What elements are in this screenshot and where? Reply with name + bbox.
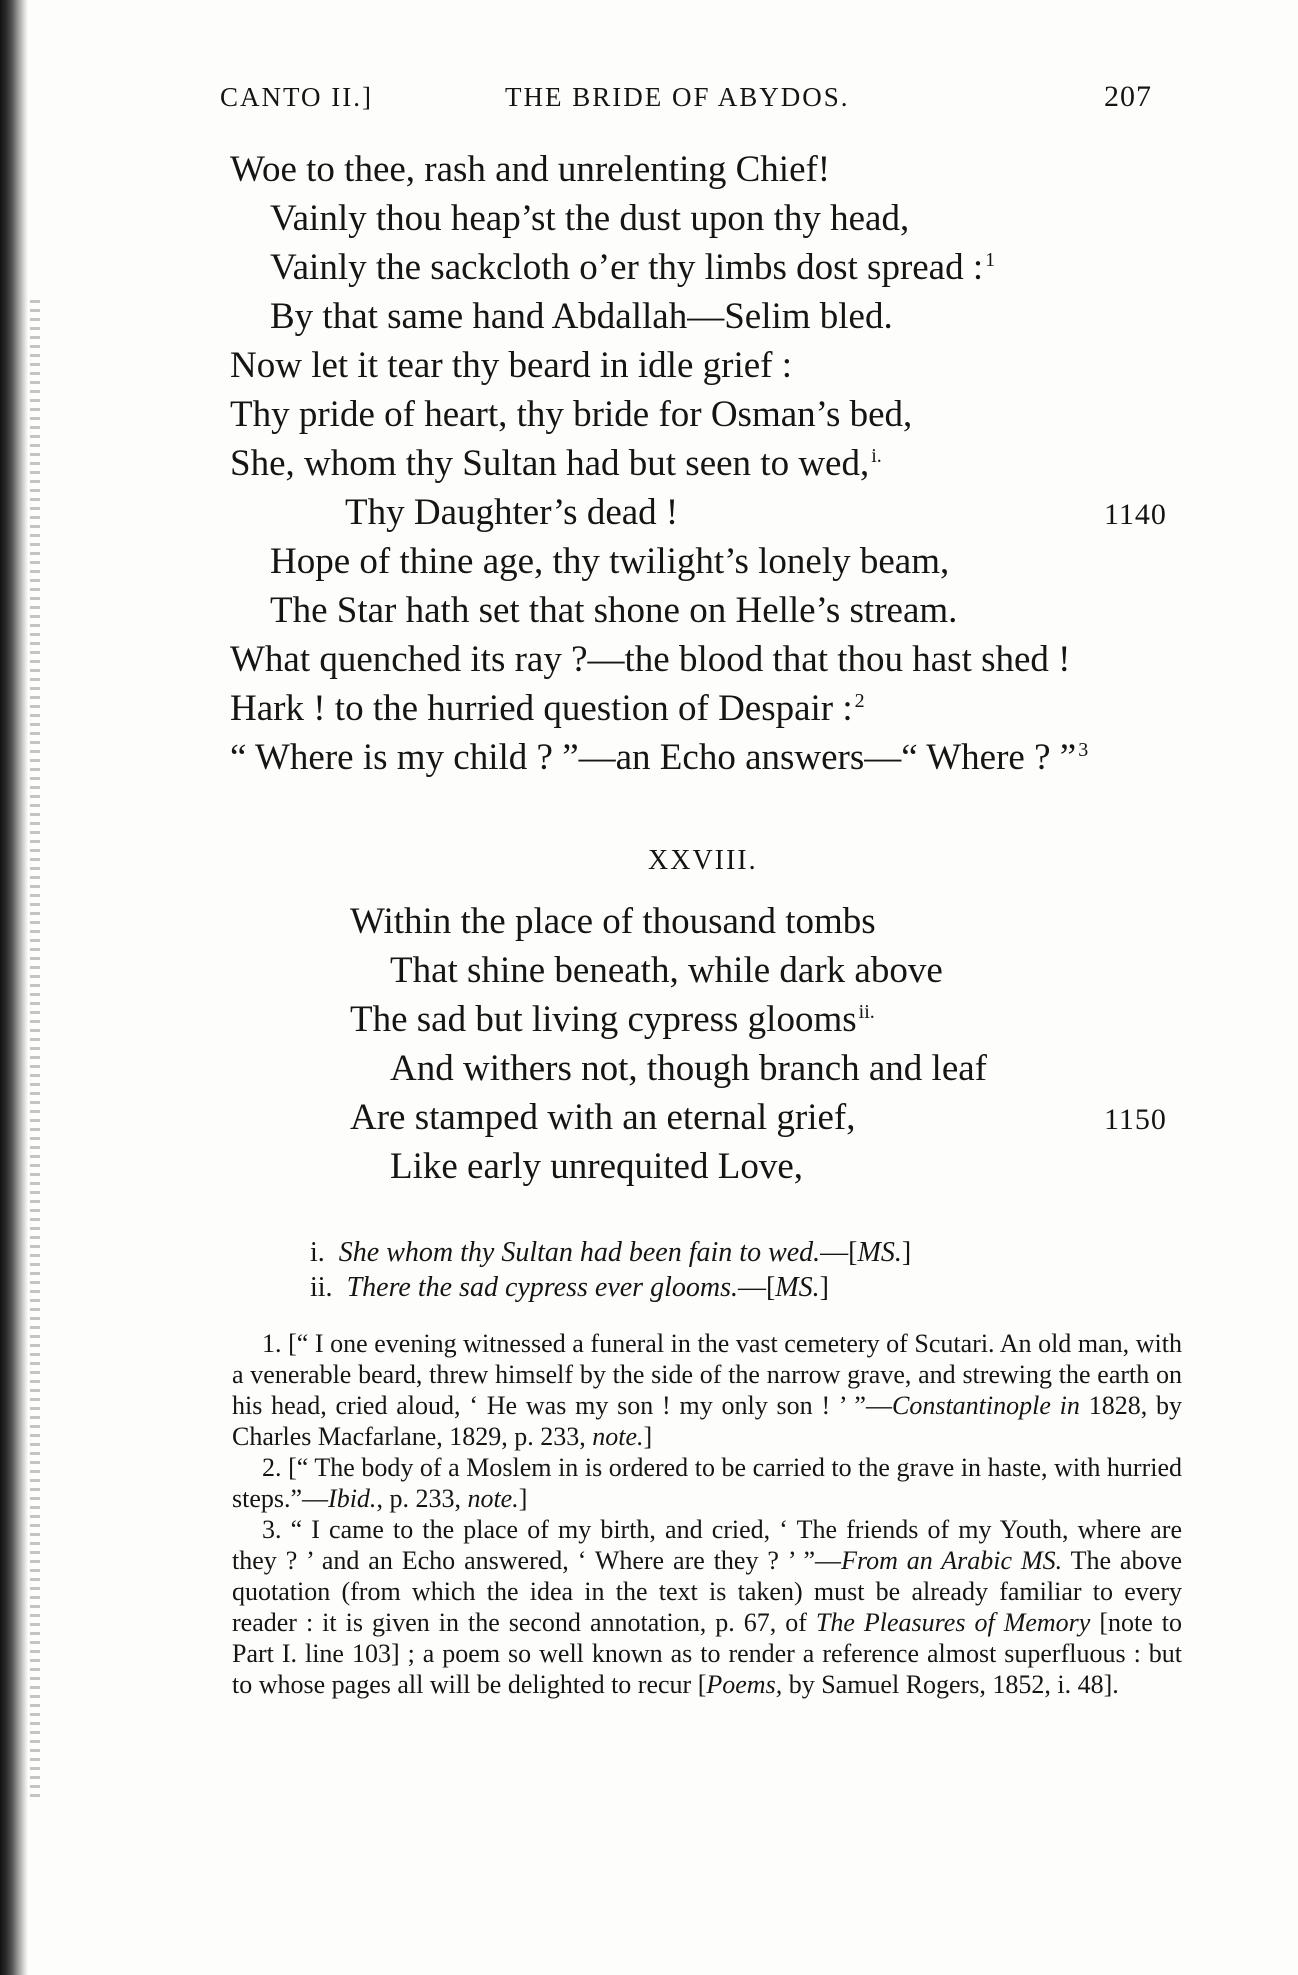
verse-line: Are stamped with an eternal grief, xyxy=(350,1097,856,1138)
verse-line: Hark ! to the hurried question of Despair : $^2$ xyxy=(230,688,865,729)
page-number: 207 xyxy=(1104,80,1152,113)
variant-reading: i. She whom thy Sultan had been fain to wed.—[MS.] xyxy=(310,1237,912,1268)
footnote-ref: 1 xyxy=(985,248,996,271)
verse-line: By that same hand Abdallah—Selim bled. xyxy=(270,296,893,337)
verse-line: The sad but living cypress glooms $^{ii.}$ xyxy=(350,999,875,1040)
line-number: 1150 xyxy=(1104,1103,1167,1136)
footnote-ref: 3 xyxy=(1078,738,1089,761)
running-header-canto: CANTO II.] xyxy=(220,82,373,112)
verse-line: Hope of thine age, thy twilight’s lonely beam, xyxy=(270,541,950,582)
book-binding-edge xyxy=(0,0,28,1975)
variant-ref: ii. xyxy=(858,1000,875,1023)
verse-line: Thy pride of heart, thy bride for Osman’s bed, xyxy=(230,394,913,435)
verse-line: And withers not, though branch and leaf xyxy=(390,1048,987,1089)
line-number: 1140 xyxy=(1104,498,1167,531)
scan-shadow xyxy=(30,300,40,1800)
verse-line: That shine beneath, while dark above xyxy=(390,950,943,991)
variant-reading: ii. There the sad cypress ever glooms.—[MS.] xyxy=(310,1272,829,1303)
verse-line: Vainly the sackcloth o’er thy limbs dost spread : $^1$ xyxy=(270,247,996,288)
verse-line: Woe to thee, rash and unrelenting Chief! xyxy=(230,149,831,190)
verse-line: Thy Daughter’s dead ! xyxy=(345,492,679,533)
verse-line: She, whom thy Sultan had but seen to wed, $^{i.}$ xyxy=(230,443,882,484)
footnote-2: 2. [“ The body of a Moslem in is ordered to be carried to the grave in haste, with hurried steps.”—Ibid., p. 233, note.] xyxy=(232,1453,1182,1513)
footnote-3: 3. “ I came to the place of my birth, and cried, ‘ The friends of my Youth, where are they ? ’ and an Echo answered, ‘ Where are they ? ’ ”—From an Arabic MS. The above quotation (from which the idea in the text is taken) must be already familiar to every reader : it is given in the second annotation, p. 67, of The Pleasures of Memory [note to Part I. line 103] ; a poem so well known as to render a reference almost superfluous : but to whose pages all will be delighted to recur [Poems, by Samuel Rogers, 1852, i. 48]. xyxy=(232,1515,1183,1699)
verse-line: The Star hath set that shone on Helle’s stream. xyxy=(270,590,958,631)
footnote-ref: 2 xyxy=(854,689,865,712)
verse-line: Vainly thou heap’st the dust upon thy head, xyxy=(270,198,910,239)
verse-line: “ Where is my child ? ”—an Echo answers—“ Where ? ” $^3$ xyxy=(230,737,1089,778)
verse-line: Within the place of thousand tombs xyxy=(350,901,876,942)
verse-line: What quenched its ray ?—the blood that thou hast shed ! xyxy=(230,639,1071,680)
section-heading: XXVIII. xyxy=(648,845,758,876)
running-header-title: THE BRIDE OF ABYDOS. xyxy=(505,82,850,112)
footnote-1: 1. [“ I one evening witnessed a funeral in the vast cemetery of Scutari. An old man, with a venerable beard, threw himself by the side of the narrow grave, and strewing the earth on his head, cried aloud, ‘ He was my son ! my only son ! ’ ”—Constantinople in 1828, by Charles Macfarlane, 1829, p. 233, note.] xyxy=(232,1329,1182,1451)
footnotes xyxy=(232,1328,1182,1700)
verse-line: Like early unrequited Love, xyxy=(390,1146,803,1187)
verse-line: Now let it tear thy beard in idle grief : xyxy=(230,345,793,386)
variant-ref: i. xyxy=(871,444,882,467)
